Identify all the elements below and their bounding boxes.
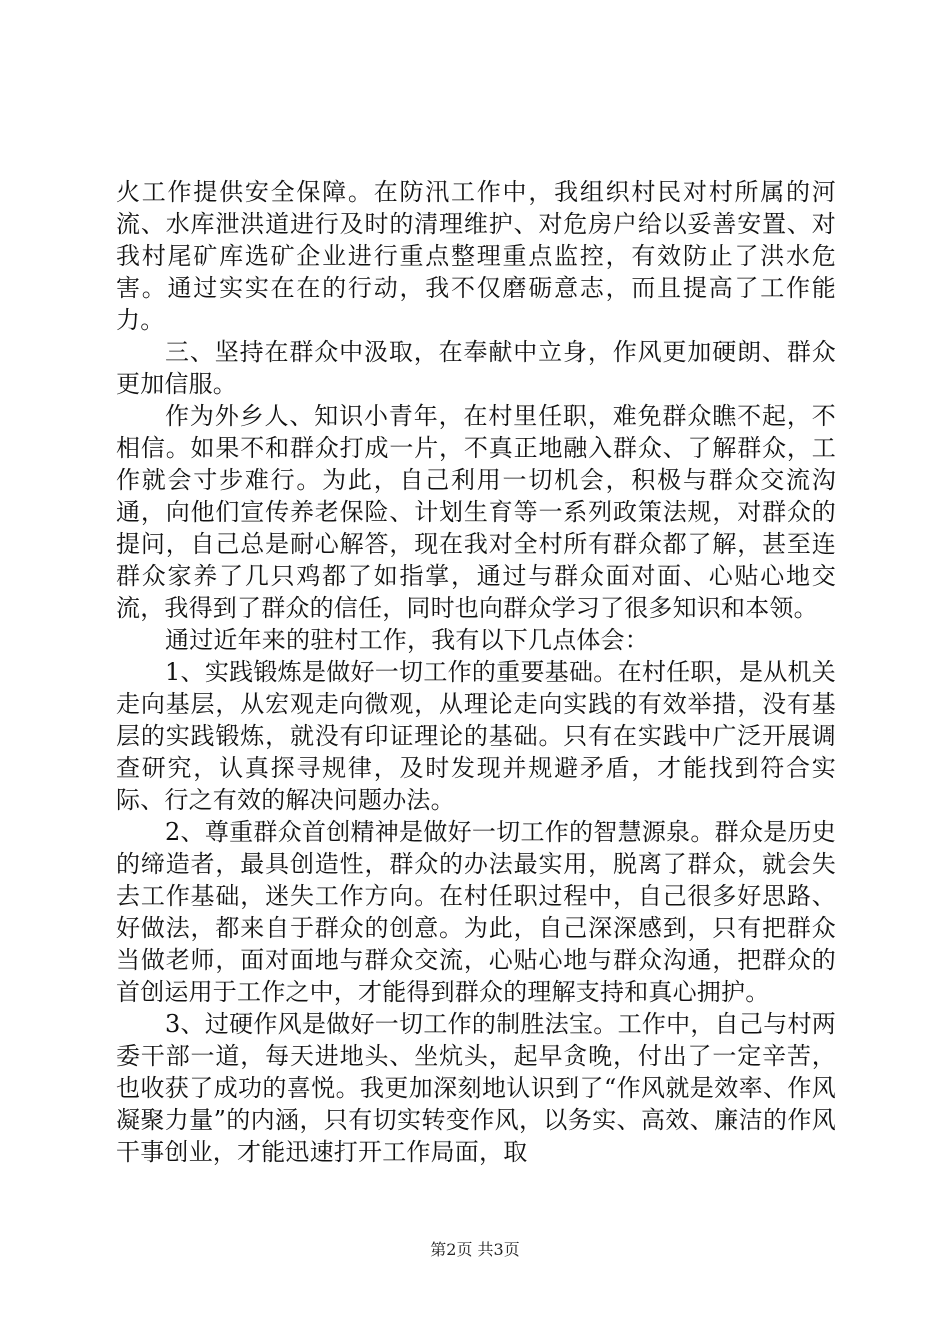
- document-body: [116, 176, 836, 1168]
- paragraph-7: 3、过硬作风是做好一切工作的制胜法宝。工作中，自己与村两委干部一道，每天进地头、坐炕头，起早贪晚，付出了一定辛苦，也收获了成功的喜悦。我更加深刻地认识到了“作风就是效率、作风凝聚力量”的内涵，只有切实转变作风，以务实、高效、廉洁的作风干事创业，才能迅速打开工作局面，取: [116, 1010, 836, 1166]
- paragraph-6: 2、尊重群众首创精神是做好一切工作的智慧源泉。群众是历史的缔造者，最具创造性，群众的办法最实用，脱离了群众，就会失去工作基础，迷失工作方向。在村任职过程中，自己很多好思路、好做法，都来自于群众的创意。为此，自己深深感到，只有把群众当做老师，面对面地与群众交流，心贴心地与群众沟通，把群众的首创运用于工作之中，才能得到群众的理解支持和真心拥护。: [116, 818, 836, 1006]
- paragraph-2-heading: 三、坚持在群众中汲取，在奉献中立身，作风更加硬朗、群众更加信服。: [116, 338, 836, 398]
- page-footer: 第2页 共3页: [430, 1240, 520, 1259]
- paragraph-4: 通过近年来的驻村工作，我有以下几点体会：: [165, 626, 649, 654]
- paragraph-1: 火工作提供安全保障。在防汛工作中，我组织村民对村所属的河流、水库泄洪道进行及时的清理维护、对危房户给以妥善安置、对我村尾矿库选矿企业进行重点整理重点监控，有效防止了洪水危害。通过实实在在的行动，我不仅磨砺意志，而且提高了工作能力。: [116, 178, 836, 334]
- paragraph-3: 作为外乡人、知识小青年，在村里任职，难免群众瞧不起，不相信。如果不和群众打成一片，不真正地融入群众、了解群众，工作就会寸步难行。为此，自己利用一切机会，积极与群众交流沟通，向他们宣传养老保险、计划生育等一系列政策法规，对群众的提问，自己总是耐心解答，现在我对全村所有群众都了解，甚至连群众家养了几只鸡都了如指掌，通过与群众面对面、心贴心地交流，我得到了群众的信任，同时也向群众学习了很多知识和本领。: [116, 402, 836, 622]
- paragraph-5: 1、实践锻炼是做好一切工作的重要基础。在村任职，是从机关走向基层，从宏观走向微观，从理论走向实践的有效举措，没有基层的实践锻炼，就没有印证理论的基础。只有在实践中广泛开展调查研究，认真探寻规律，及时发现并规避矛盾，才能找到符合实际、行之有效的解决问题办法。: [116, 658, 836, 814]
